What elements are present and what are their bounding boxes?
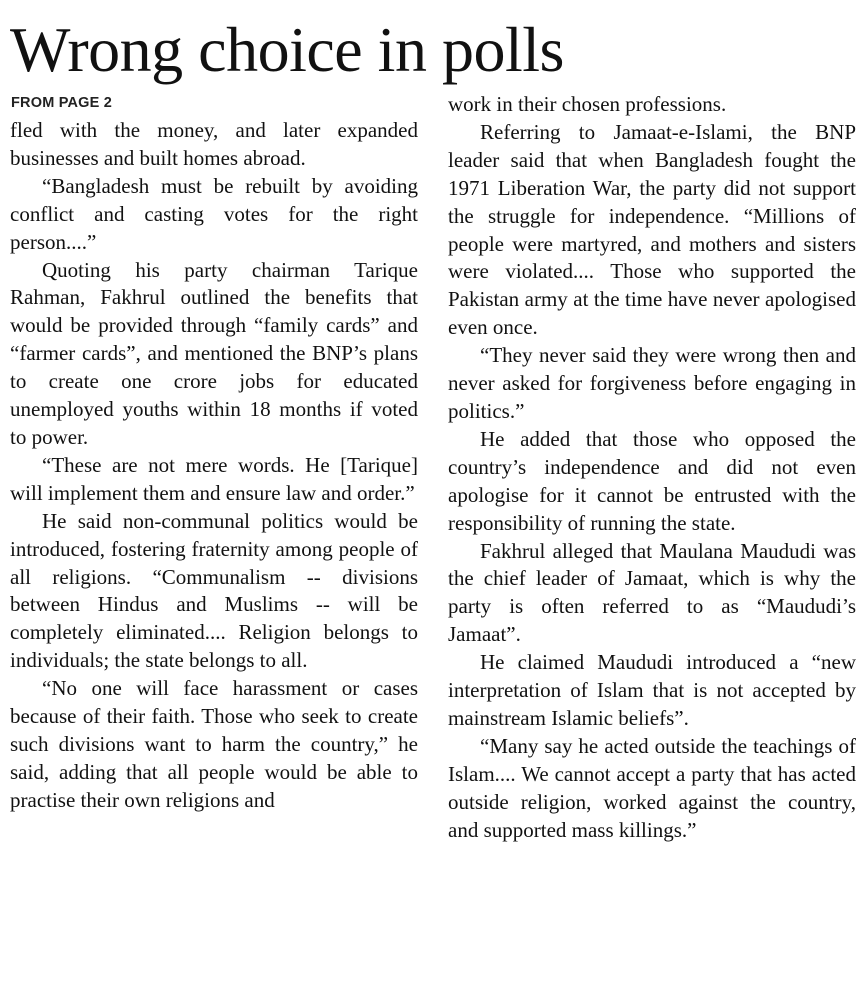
paragraph: “No one will face harassment or cases because of their faith. Those who seek to create such divisions want to harm the country,” he said, adding that all people would be able to practise their own religions and: [10, 676, 418, 812]
paragraph: “Many say he acted outside the teachings of Islam.... We cannot accept a party that has acted outside religion, worked against the country, and supported mass killings.”: [448, 733, 856, 842]
paragraph: fled with the money, and later expanded businesses and built homes abroad.: [10, 118, 418, 170]
paragraph: He added that those who opposed the country’s independence and did not even apologise for it cannot be entrusted with the responsibility of running the state.: [448, 426, 856, 535]
paragraph: Fakhrul alleged that Maulana Maududi was the chief leader of Jamaat, which is why the party is often referred to as “Maududi’s Jamaat”.: [448, 538, 856, 647]
paragraph: He said non-communal politics would be introduced, fostering fraternity among people of all religions. “Communalism -- divisions between Hindus and Muslims -- will be completely eliminated.... Religion belongs to individuals; the state belongs to all.: [10, 508, 418, 673]
paragraph: “These are not mere words. He [Tarique] will implement them and ensure law and order.”: [10, 452, 418, 505]
paragraph: “Bangladesh must be rebuilt by avoiding conflict and casting votes for the right person....”: [10, 173, 418, 254]
paragraph: He claimed Maududi introduced a “new interpretation of Islam that is not accepted by mainstream Islamic beliefs”.: [448, 650, 856, 730]
from-page-kicker: FROM PAGE 2: [11, 95, 113, 111]
paragraph: Quoting his party chairman Tarique Rahman, Fakhrul outlined the benefits that would be provided through “family cards” and “farmer cards”, and mentioned the BNP’s plans to create one crore jobs for educated unemployed youths within 18 months if voted to power.: [10, 257, 418, 449]
paragraph: Referring to Jamaat-e-Islami, the BNP leader said that when Bangladesh fought the 1971 Liberation War, the party did not support the struggle for independence. “Millions of people were martyred, and mothers and sisters were violated.... Those who supported the Pakistan army at the time have never apologised even once.: [448, 119, 856, 340]
paragraph: “They never said they were wrong then and never asked for forgiveness before engaging in politics.”: [448, 343, 856, 423]
headline: Wrong choice in polls: [10, 14, 564, 85]
article-column-left: [10, 117, 418, 815]
paragraph: work in their chosen professions.: [448, 92, 727, 116]
article-column-right: [448, 91, 856, 844]
